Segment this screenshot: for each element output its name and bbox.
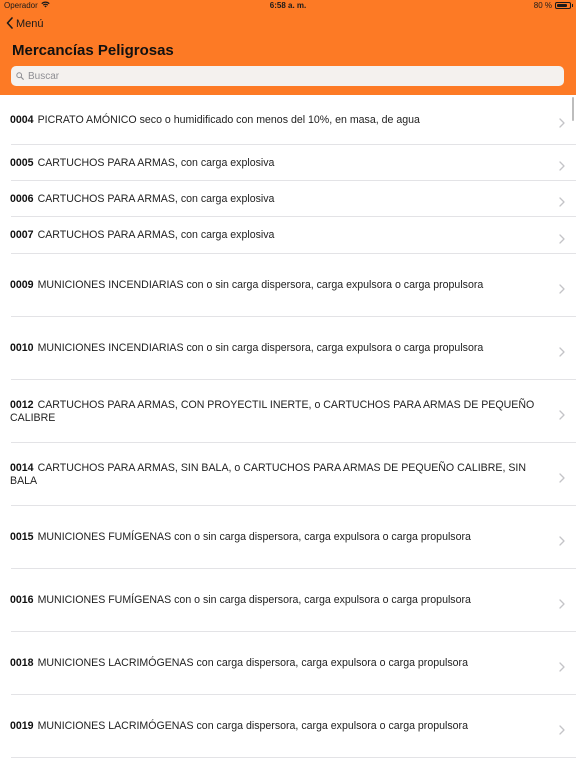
chevron-right-icon xyxy=(559,722,565,740)
chevron-right-icon xyxy=(559,407,565,425)
battery-icon xyxy=(555,2,571,9)
chevron-right-icon xyxy=(559,470,565,488)
list-item[interactable] xyxy=(0,380,576,443)
list-item-text xyxy=(10,145,554,181)
scrollbar[interactable] xyxy=(572,97,574,121)
row-separator xyxy=(11,757,576,758)
item-description: CARTUCHOS PARA ARMAS, CON PROYECTIL INERTE, o CARTUCHOS PARA ARMAS DE PEQUEÑO CALIBRE xyxy=(10,399,535,424)
item-description: MUNICIONES LACRIMÓGENAS con carga dispersora, carga expulsora o carga propulsora xyxy=(37,657,468,670)
list-item-content xyxy=(10,229,274,242)
list-item-content xyxy=(10,531,471,544)
list-item-text xyxy=(10,181,554,217)
list-item-content xyxy=(10,279,483,292)
chevron-right-icon xyxy=(559,158,565,176)
list-item-text xyxy=(10,217,554,254)
chevron-left-icon xyxy=(6,17,13,32)
un-number: 0012 xyxy=(10,399,34,411)
item-description: MUNICIONES INCENDIARIAS con o sin carga dispersora, carga expulsora o carga propulsora xyxy=(37,279,484,292)
list-item[interactable] xyxy=(0,632,576,695)
list-item-content xyxy=(10,720,468,733)
list-item-content xyxy=(10,114,420,127)
navigation-header xyxy=(0,0,576,95)
back-button-label: Menú xyxy=(16,18,44,30)
status-right xyxy=(534,1,571,10)
list-item-content xyxy=(10,342,483,355)
chevron-right-icon xyxy=(559,194,565,212)
list-item[interactable] xyxy=(0,443,576,506)
item-description: CARTUCHOS PARA ARMAS, con carga explosiva xyxy=(37,156,275,169)
battery-label: 80 % xyxy=(533,1,552,10)
list-item[interactable] xyxy=(0,217,576,254)
list-item-text xyxy=(10,506,554,569)
status-bar xyxy=(0,0,576,13)
carrier-label: Operador xyxy=(4,1,38,10)
chevron-right-icon xyxy=(559,533,565,551)
chevron-right-icon xyxy=(559,231,565,249)
list-item-text xyxy=(10,317,554,380)
item-description: MUNICIONES FUMÍGENAS con o sin carga dispersora, carga expulsora o carga propulsora xyxy=(37,594,471,607)
page-title: Mercancías Peligrosas xyxy=(12,42,174,59)
list-item-content xyxy=(10,399,554,424)
list-item[interactable] xyxy=(0,254,576,317)
search-bar xyxy=(11,66,564,86)
list-item[interactable] xyxy=(0,569,576,632)
list-item-content xyxy=(10,657,468,670)
list-item-text xyxy=(10,695,554,758)
chevron-right-icon xyxy=(559,344,565,362)
chevron-right-icon xyxy=(559,659,565,677)
list-item[interactable] xyxy=(0,506,576,569)
un-number: 0006 xyxy=(10,192,34,205)
list-item-text xyxy=(10,632,554,695)
item-description: MUNICIONES INCENDIARIAS con o sin carga dispersora, carga expulsora o carga propulsora xyxy=(37,342,484,355)
list-item-text xyxy=(10,95,554,145)
list-item-text xyxy=(10,443,554,506)
un-number: 0014 xyxy=(10,462,34,474)
un-number: 0016 xyxy=(10,594,34,607)
back-button[interactable] xyxy=(6,16,44,32)
chevron-right-icon xyxy=(559,281,565,299)
item-description: MUNICIONES FUMÍGENAS con o sin carga dispersora, carga expulsora o carga propulsora xyxy=(37,531,471,544)
un-number: 0004 xyxy=(10,113,34,126)
item-description: PICRATO AMÓNICO seco o humidificado con menos del 10%, en masa, de agua xyxy=(37,113,420,126)
un-number: 0018 xyxy=(10,657,34,670)
list-item-text xyxy=(10,254,554,317)
item-description: CARTUCHOS PARA ARMAS, con carga explosiva xyxy=(37,229,275,242)
item-description: CARTUCHOS PARA ARMAS, con carga explosiva xyxy=(37,192,275,205)
list-item-text xyxy=(10,380,554,443)
search-icon xyxy=(16,67,24,85)
item-description: CARTUCHOS PARA ARMAS, SIN BALA, o CARTUCHOS PARA ARMAS DE PEQUEÑO CALIBRE, SIN BALA xyxy=(10,462,526,487)
list-item[interactable] xyxy=(0,317,576,380)
un-number: 0010 xyxy=(10,342,34,355)
chevron-right-icon xyxy=(559,115,565,133)
un-number: 0009 xyxy=(10,279,34,292)
search-input[interactable] xyxy=(24,71,548,82)
list-item-content xyxy=(10,193,274,206)
status-time: 6:58 a. m. xyxy=(269,1,307,10)
chevron-right-icon xyxy=(559,596,565,614)
un-number: 0019 xyxy=(10,720,34,733)
list-item-content xyxy=(10,462,554,487)
un-number: 0007 xyxy=(10,229,34,242)
un-number: 0005 xyxy=(10,156,34,169)
un-number: 0015 xyxy=(10,531,34,544)
list-item[interactable] xyxy=(0,695,576,758)
list-item[interactable] xyxy=(0,181,576,217)
list-item[interactable] xyxy=(0,95,576,145)
list-item-text xyxy=(10,569,554,632)
list-item[interactable] xyxy=(0,145,576,181)
list-item-content xyxy=(10,594,471,607)
list-item-content xyxy=(10,157,274,170)
item-description: MUNICIONES LACRIMÓGENAS con carga dispersora, carga expulsora o carga propulsora xyxy=(37,720,468,733)
